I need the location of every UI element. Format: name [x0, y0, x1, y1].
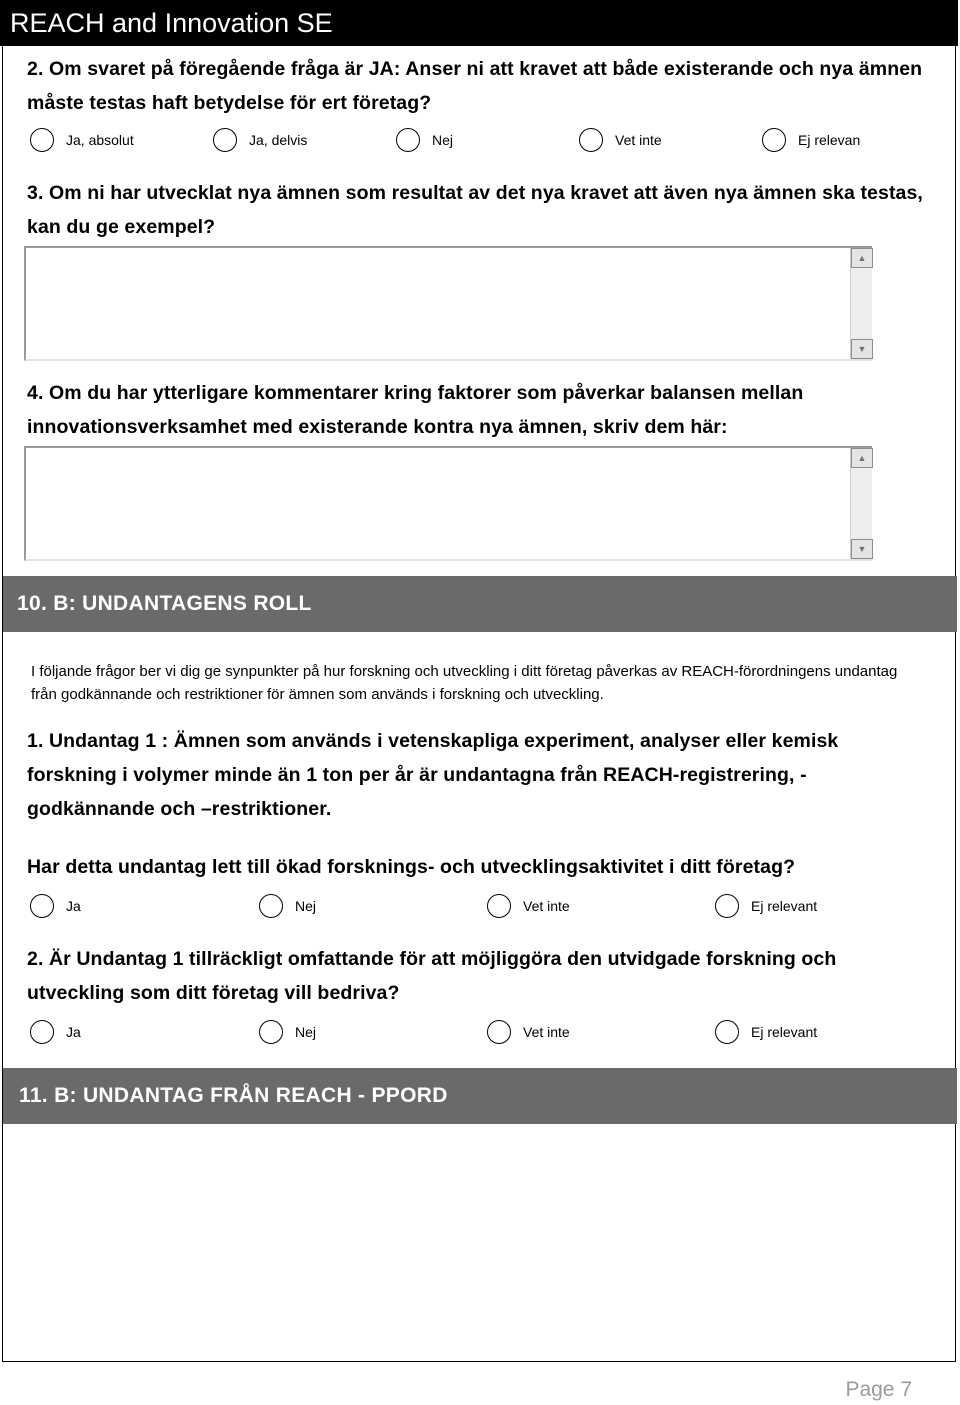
scroll-down-arrow-icon[interactable]: ▼	[851, 539, 873, 559]
scroll-down-arrow-icon[interactable]: ▼	[851, 339, 873, 359]
radio-circle-icon[interactable]	[487, 1020, 511, 1044]
section-10-question-2-text: 2. Är Undantag 1 tillräckligt omfattande för att möjliggöra den utvidgade forskning och utveckling som ditt företag vill bedriva?	[27, 948, 837, 1004]
q2-option-ja-absolut[interactable]	[30, 126, 134, 154]
scroll-up-arrow-icon[interactable]: ▲	[851, 448, 873, 468]
option-label: Nej	[295, 1024, 317, 1040]
q2-option-nej[interactable]	[396, 126, 453, 154]
question-2-options	[30, 126, 930, 154]
q2-option-ja-delvis[interactable]	[213, 126, 307, 154]
q1-option-ej-relevant[interactable]	[715, 892, 817, 920]
section-10-q1-options	[30, 892, 930, 920]
radio-circle-icon[interactable]	[30, 1020, 54, 1044]
q1-option-vet-inte[interactable]	[487, 892, 570, 920]
option-label: Ja, delvis	[249, 132, 308, 148]
option-label: Vet inte	[615, 132, 662, 148]
question-4-textarea[interactable]	[24, 446, 872, 561]
radio-circle-icon[interactable]	[259, 894, 283, 918]
scroll-up-arrow-icon[interactable]: ▲	[851, 248, 873, 268]
radio-circle-icon[interactable]	[396, 128, 420, 152]
option-label: Ja, absolut	[66, 132, 134, 148]
option-label: Ja	[66, 1024, 81, 1040]
q2b-option-ja[interactable]	[30, 1018, 81, 1046]
scrollbar[interactable]	[850, 448, 872, 559]
option-label: Vet inte	[523, 898, 570, 914]
section-10-q2-options	[30, 1018, 930, 1046]
question-3-text: 3. Om ni har utvecklat nya ämnen som resultat av det nya kravet att även nya ämnen ska testas, kan du ge exempel?	[27, 182, 923, 238]
section-10-question-1-subquestion: Har detta undantag lett till ökad forsknings- och utvecklingsaktivitet i ditt företag?	[27, 856, 796, 878]
radio-circle-icon[interactable]	[715, 894, 739, 918]
radio-circle-icon[interactable]	[213, 128, 237, 152]
option-label: Nej	[432, 132, 454, 148]
q2-option-ej-relevant[interactable]	[762, 126, 860, 154]
section-11-header	[3, 1068, 957, 1124]
radio-circle-icon[interactable]	[579, 128, 603, 152]
section-title: 11. B: UNDANTAG FRÅN REACH - PPORD	[19, 1084, 448, 1107]
question-3-textarea[interactable]	[24, 246, 872, 361]
option-label: Ej relevant	[751, 1024, 818, 1040]
q1-option-nej[interactable]	[259, 892, 316, 920]
radio-circle-icon[interactable]	[30, 894, 54, 918]
radio-circle-icon[interactable]	[715, 1020, 739, 1044]
document-header	[0, 0, 958, 46]
page-number: Page 7	[845, 1378, 912, 1401]
scrollbar[interactable]	[850, 248, 872, 359]
question-4-text: 4. Om du har ytterligare kommentarer kring faktorer som påverkar balansen mellan innovationsverksamhet med existerande kontra nya ämnen, skriv dem här:	[27, 382, 804, 438]
option-label: Vet inte	[523, 1024, 570, 1040]
q2b-option-ej-relevant[interactable]	[715, 1018, 817, 1046]
radio-circle-icon[interactable]	[487, 894, 511, 918]
q2-option-vet-inte[interactable]	[579, 126, 662, 154]
section-title: 10. B: UNDANTAGENS ROLL	[17, 592, 312, 615]
option-label: Ej relevant	[751, 898, 818, 914]
radio-circle-icon[interactable]	[762, 128, 786, 152]
q2b-option-nej[interactable]	[259, 1018, 316, 1046]
radio-circle-icon[interactable]	[259, 1020, 283, 1044]
header-title: REACH and Innovation SE	[10, 8, 333, 38]
question-2-text: 2. Om svaret på föregående fråga är JA: Anser ni att kravet att både existerande och nya ämnen måste testas haft betydelse för ert företag?	[27, 58, 923, 114]
option-label: Ej relevan	[798, 132, 861, 148]
radio-circle-icon[interactable]	[30, 128, 54, 152]
q1-option-ja[interactable]	[30, 892, 81, 920]
option-label: Nej	[295, 898, 317, 914]
q2b-option-vet-inte[interactable]	[487, 1018, 570, 1046]
section-10-intro: I följande frågor ber vi dig ge synpunkter på hur forskning och utveckling i ditt företag påverkas av REACH-förordningens undantag från godkännande och restriktioner för ämnen som används i forskning och utveckling.	[31, 663, 898, 703]
section-10-question-1-text: 1. Undantag 1 : Ämnen som används i vetenskapliga experiment, analyser eller kemisk forskning i volymer minde än 1 ton per år är undantagna från REACH-registrering, -godkännande och –restriktioner.	[27, 730, 839, 820]
option-label: Ja	[66, 898, 81, 914]
section-10-header	[3, 576, 957, 632]
